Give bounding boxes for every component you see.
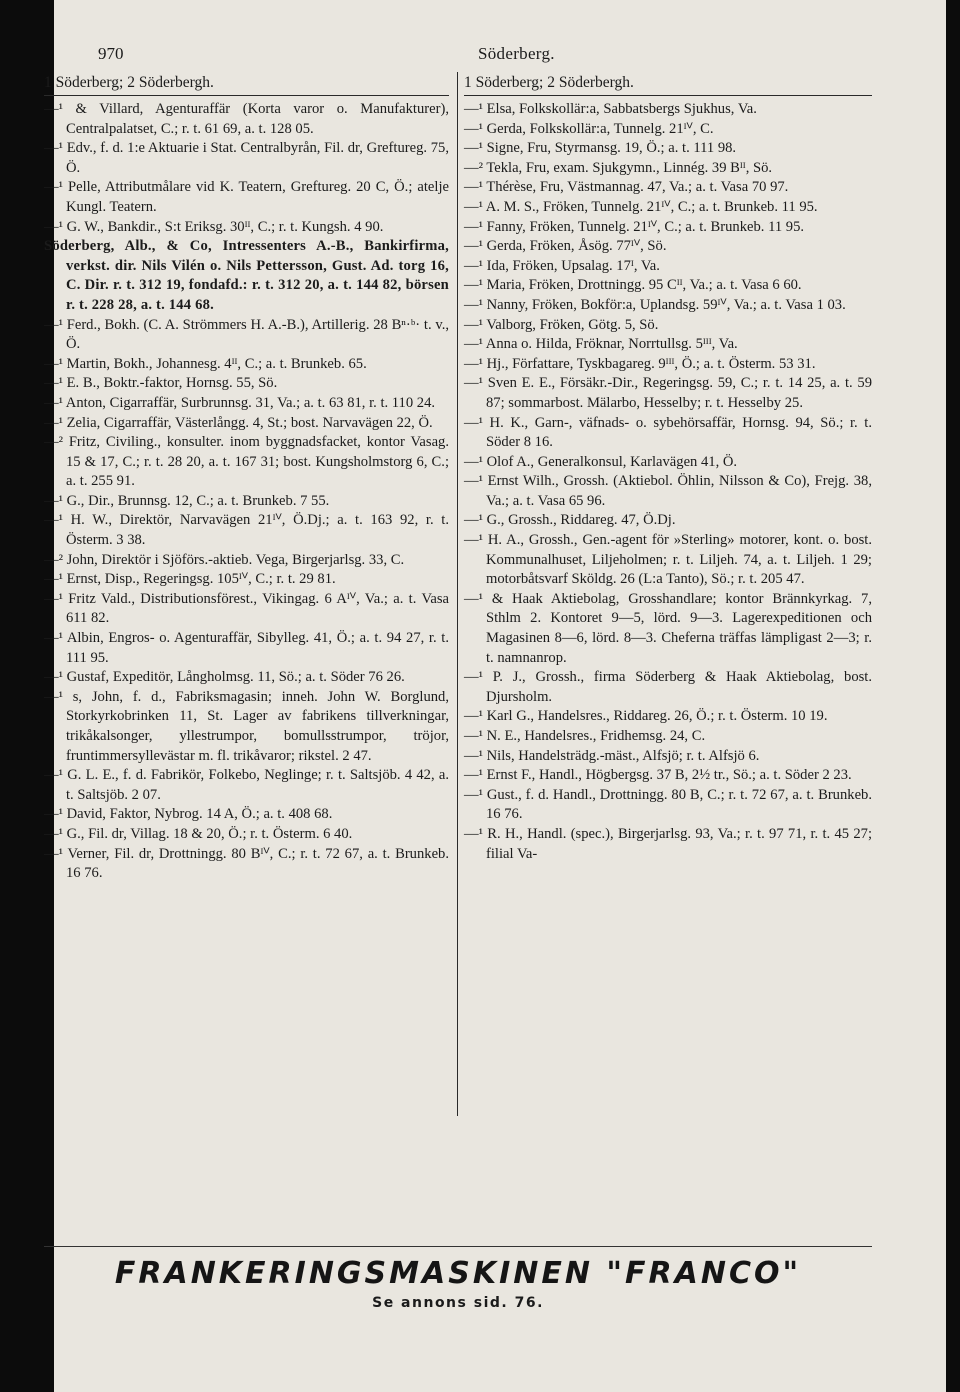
- directory-entry: —¹ Gustaf, Expeditör, Långholmsg. 11, Sö.; a. t. Söder 76 26.: [44, 669, 405, 686]
- page-number: 970: [98, 44, 124, 63]
- directory-entry: —¹ Nanny, Fröken, Bokför:a, Uplandsg. 59ᴵⱽ, Va.; a. t. Vasa 1 03.: [464, 296, 846, 313]
- directory-entry: —¹ N. E., Handelsres., Fridhemsg. 24, C.: [464, 728, 706, 744]
- right-entry-list: [464, 100, 872, 864]
- directory-entry: —¹ & Villard, Agenturaffär (Korta varor o. Manufakturer), Centralpalatset, C.; r. t. 61 69, a. t. 128 05.: [44, 101, 449, 137]
- directory-entry: —¹ G. L. E., f. d. Fabrikör, Folkebo, Neglinge; r. t. Saltsjöb. 4 42, a. t. Saltsjöb. 2 07.: [44, 767, 449, 803]
- advertisement-reference: Se annons sid. 76.: [372, 1295, 544, 1311]
- directory-entry: —¹ David, Faktor, Nybrog. 14 A, Ö.; a. t. 408 68.: [44, 806, 333, 823]
- directory-entry: —¹ H. K., Garn-, väfnads- o. sybehörsaffär, Hornsg. 94, Sö.; r. t. Söder 8 16.: [464, 414, 872, 451]
- directory-entry: —¹ H. W., Direktör, Narvavägen 21ᴵⱽ, Ö.Dj.; a. t. 163 92, r. t. Österm. 3 38.: [44, 512, 449, 549]
- directory-entry: —¹ G., Grossh., Riddareg. 47, Ö.Dj.: [464, 512, 676, 529]
- directory-entry: —¹ G. W., Bankdir., S:t Eriksg. 30ᴵᴵ, C.; r. t. Kungsh. 4 90.: [44, 218, 384, 235]
- directory-entry: Söderberg, Alb., & Co, Intressenters A.-B., Bankirfirma, verkst. dir. Nils Vilén o. Nils Pettersson, Gust. Ad. torg 16, C. Dir. r. t. 312 19, fondafd.: r. t. 312 20, a. t. 144 82, börsen r. t. 228 28, a. t. 144 68.: [44, 238, 449, 313]
- directory-entry: —¹ Sven E. E., Försäkr.-Dir., Regeringsg. 59, C.; r. t. 14 25, a. t. 59 87; sommarbost. Mälarbo, Hesselby; r. t. Hesselby 25.: [464, 375, 872, 411]
- directory-entry: —² John, Direktör i Sjöförs.-aktieb. Vega, Birgerjarlsg. 33, C.: [44, 551, 405, 568]
- directory-entry: —¹ Fritz Vald., Distributionsförest., Vikingag. 6 Aᴵⱽ, Va.; a. t. Vasa 611 82.: [44, 590, 449, 627]
- directory-entry: —¹ Ernst Wilh., Grossh. (Aktiebol. Öhlin, Nilsson & Co), Frejg. 38, Va.; a. t. Vasa 65 96.: [464, 473, 872, 509]
- advertisement-banner: [44, 1256, 872, 1311]
- directory-entry: —¹ Verner, Fil. dr, Drottningg. 80 Bᴵⱽ, C.; r. t. 72 67, a. t. Brunkeb. 16 76.: [44, 845, 449, 882]
- directory-entry: —¹ E. B., Boktr.-faktor, Hornsg. 55, Sö.: [44, 375, 278, 392]
- directory-entry: —¹ Thérèse, Fru, Västmannag. 47, Va.; a. t. Vasa 70 97.: [464, 179, 789, 196]
- directory-entry: —¹ Ferd., Bokh. (C. A. Strömmers H. A.-B.), Artillerig. 28 Bⁿ·ᵇ· t. v., Ö.: [44, 316, 449, 353]
- directory-entry: —¹ Maria, Fröken, Drottningg. 95 Cᴵᴵ, Va.; a. t. Vasa 6 60.: [464, 277, 802, 294]
- directory-entry: —¹ Pelle, Attributmålare vid K. Teatern, Greftureg. 20 C, Ö.; atelje Kungl. Teatern.: [44, 179, 449, 215]
- directory-entry: —¹ Anton, Cigarraffär, Surbrunnsg. 31, Va.; a. t. 63 81, r. t. 110 24.: [44, 394, 436, 411]
- directory-entry: —¹ Hj., Författare, Tyskbagareg. 9ᴵᴵᴵ, Ö.; a. t. Österm. 53 31.: [464, 355, 816, 372]
- page-header: [98, 38, 926, 66]
- right-column-heading: 1 Söderberg; 2 Söderbergh.: [464, 72, 872, 96]
- directory-entry: —¹ R. H., Handl. (spec.), Birgerjarlsg. 93, Va.; r. t. 97 71, r. t. 45 27; filial Va-: [464, 825, 872, 862]
- left-column: [44, 72, 458, 1116]
- directory-entry: —¹ Gerda, Fröken, Åsög. 77ᴵⱽ, Sö.: [464, 238, 667, 255]
- directory-entry: —¹ Karl G., Handelsres., Riddareg. 26, Ö.; r. t. Österm. 10 19.: [464, 708, 828, 725]
- directory-entry: —¹ Elsa, Folkskollär:a, Sabbatsbergs Sjukhus, Va.: [464, 101, 757, 117]
- directory-entry: —¹ Gerda, Folkskollär:a, Tunnelg. 21ᴵⱽ, C.: [464, 120, 714, 137]
- directory-entry: —¹ Anna o. Hilda, Fröknar, Norrtullsg. 5ᴵᴵᴵ, Va.: [464, 336, 738, 353]
- directory-entry: —¹ Fanny, Fröken, Tunnelg. 21ᴵⱽ, C.; a. t. Brunkeb. 11 95.: [464, 218, 805, 235]
- directory-entry: —¹ Ernst F., Handl., Högbergsg. 37 B, 2½ tr., Sö.; a. t. Söder 2 23.: [464, 767, 852, 784]
- directory-entry: —² Tekla, Fru, exam. Sjukgymn., Linnég. 39 Bᴵᴵ, Sö.: [464, 159, 773, 176]
- directory-entry: —¹ Zelia, Cigarraffär, Västerlångg. 4, St.; bost. Narvavägen 22, Ö.: [44, 414, 433, 431]
- right-column: [458, 72, 872, 1116]
- directory-entry: —¹ H. A., Grossh., Gen.-agent för »Sterling» motorer, kont. o. bost. Kommunalhuset, Liljeholmen; r. t. Liljeh. 74, a. t. Liljeh. 1 29; motorbåtsvarf Sköldg. 26 (L:a Tanto), Sö.; r. t. 205 47.: [464, 532, 872, 588]
- directory-entry: —¹ Ernst, Disp., Regeringsg. 105ᴵⱽ, C.; r. t. 29 81.: [44, 571, 336, 588]
- directory-entry: —¹ Signe, Fru, Styrmansg. 19, Ö.; a. t. 111 98.: [464, 140, 737, 157]
- directory-entry: —¹ s, John, f. d., Fabriksmagasin; inneh. John W. Borglund, Storkyrkobrinken 11, St. Lager av fabrikens tillverkningar, trikåkalsonger, yllestrumpor, bomullsstrumpor, tröjor, fruntimmersyllevästar m. fl. trikåvaror; rikstel. 2 47.: [44, 688, 449, 764]
- left-entry-list: [44, 100, 449, 884]
- directory-entry: —¹ Valborg, Fröken, Götg. 5, Sö.: [464, 316, 659, 333]
- directory-entry: —¹ Olof A., Generalkonsul, Karlavägen 41, Ö.: [464, 453, 738, 470]
- directory-entry: —¹ Gust., f. d. Handl., Drottningg. 80 B, C.; r. t. 72 67, a. t. Brunkeb. 16 76.: [464, 786, 872, 823]
- directory-entry: —¹ G., Fil. dr, Villag. 18 & 20, Ö.; r. t. Österm. 6 40.: [44, 825, 353, 842]
- directory-entry: —¹ Nils, Handelsträdg.-mäst., Alfsjö; r. t. Alfsjö 6.: [464, 747, 760, 764]
- directory-entry: —¹ & Haak Aktiebolag, Grosshandlare; kontor Brännkyrkag. 7, Sthlm 2. Kontoret 9—5, lörd. 9—3. Lagerexpeditionen och Magasinen 8—6, lörd. 8—3. Cheferna träffas lämpligast 2—3; r. t. namnanrop.: [464, 590, 872, 666]
- directory-columns: [44, 72, 872, 1116]
- directory-entry: —¹ Martin, Bokh., Johannesg. 4ᴵᴵ, C.; a. t. Brunkeb. 65.: [44, 355, 367, 372]
- directory-entry: —¹ A. M. S., Fröken, Tunnelg. 21ᴵⱽ, C.; a. t. Brunkeb. 11 95.: [464, 198, 818, 215]
- directory-entry: —¹ P. J., Grossh., firma Söderberg & Haak Aktiebolag, bost. Djursholm.: [464, 669, 872, 705]
- directory-entry: —¹ Ida, Fröken, Upsalag. 17ᴵ, Va.: [464, 257, 660, 274]
- advertisement-title: FRANKERINGSMASKINEN "FRANCO": [114, 1256, 802, 1291]
- directory-entry: —¹ G., Dir., Brunnsg. 12, C.; a. t. Brunkeb. 7 55.: [44, 492, 330, 509]
- running-head: Söderberg.: [478, 44, 555, 63]
- directory-entry: —¹ Edv., f. d. 1:e Aktuarie i Stat. Centralbyrån, Fil. dr, Greftureg. 75, Ö.: [44, 140, 449, 176]
- directory-entry: —² Fritz, Civiling., konsulter. inom byggnadsfacket, kontor Vasag. 15 & 17, C.; r. t. 28 20, a. t. 167 31; bost. Kungsholmstorg 6, C.; a. t. 255 91.: [44, 434, 449, 490]
- left-column-heading: 1 Söderberg; 2 Söderbergh.: [44, 72, 449, 96]
- directory-entry: —¹ Albin, Engros- o. Agenturaffär, Sibylleg. 41, Ö.; a. t. 94 27, r. t. 111 95.: [44, 630, 449, 666]
- ad-top-rule: [44, 1246, 872, 1247]
